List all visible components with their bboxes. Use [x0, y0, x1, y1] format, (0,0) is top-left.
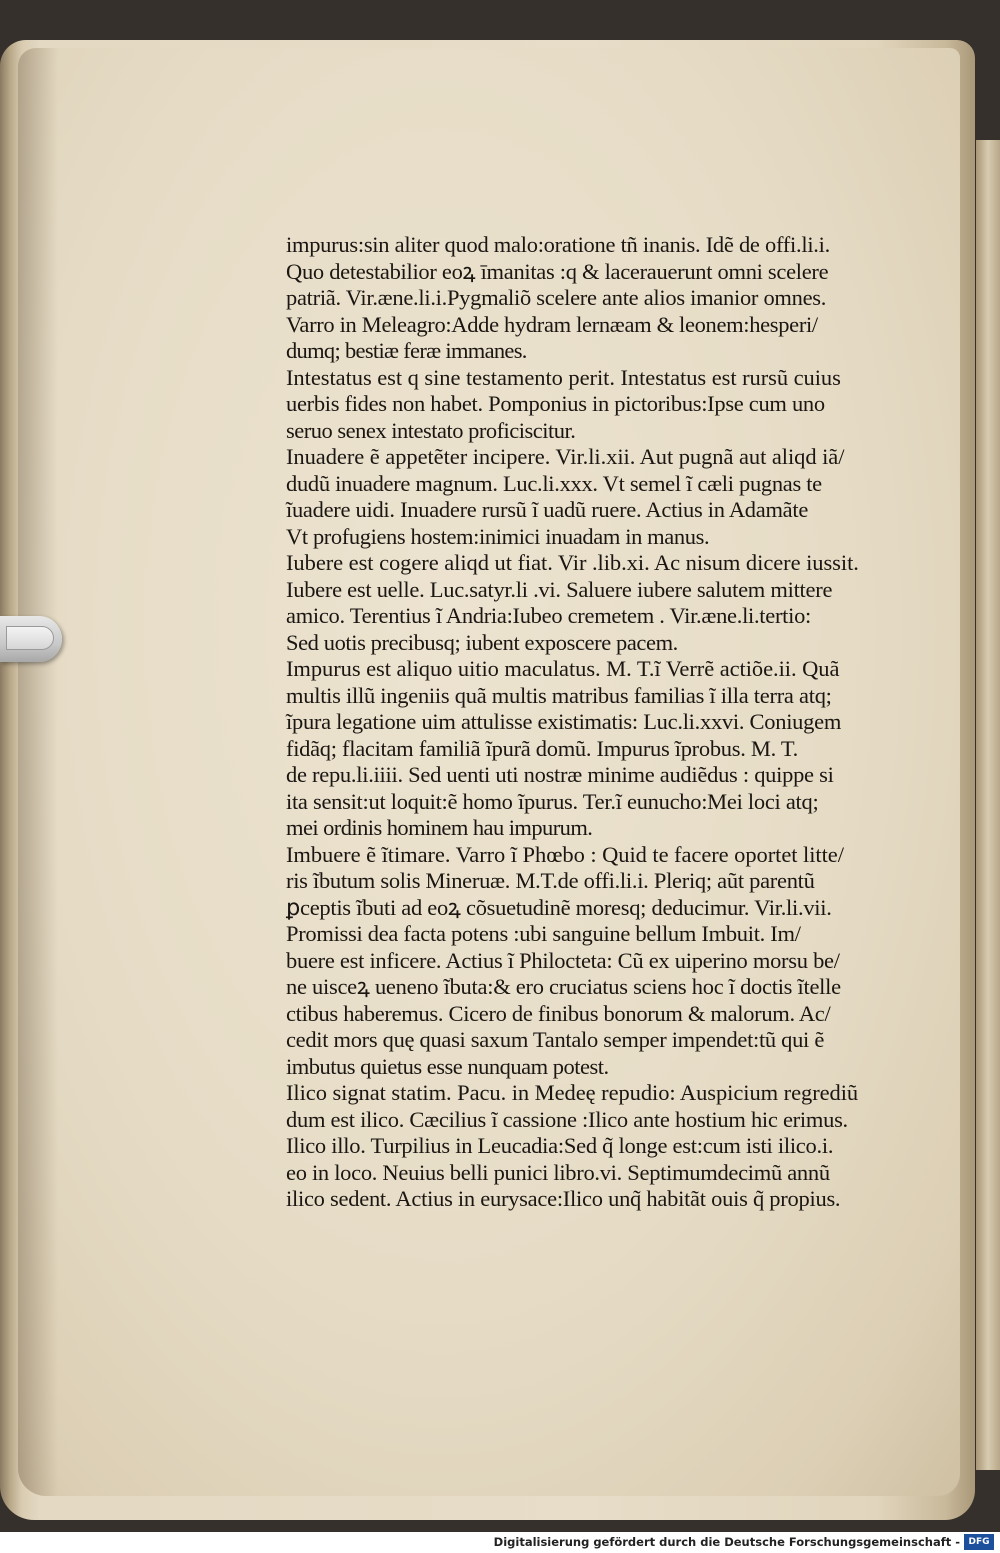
text-line: fidãq; flacitam familiã ĩpurã domũ. Impurus ĩprobus. M. T.: [286, 735, 798, 761]
text-line: Quo detestabilior eoꝝ īmanitas :q & lacerauerunt omni scelere: [286, 258, 829, 284]
dfg-logo: DFG: [964, 1534, 994, 1550]
next-page-edge: [976, 140, 1000, 1470]
text-line: buere est inficere. Actius ĩ Philocteta: Cũ ex uiperino morsu be/: [286, 947, 840, 973]
text-line: eo in loco. Neuius belli punici libro.vi. Septimumdecimũ annũ: [286, 1159, 830, 1185]
text-line: Ilico signat statim. Pacu. in Medeę repudio: Auspicium regrediũ: [286, 1080, 859, 1105]
text-line: Iubere est cogere aliqd ut fiat. Vir .lib.xi. Ac nisum dicere iussit.: [286, 550, 859, 575]
text-line: ĩuadere uidi. Inuadere rursũ ĩ uadũ ruere. Actius in Adamãte: [286, 497, 809, 522]
text-line: patriã. Vir.æne.li.i.Pygmaliõ scelere ante alios imanior omnes.: [286, 285, 827, 310]
text-line: dum est ilico. Cæcilius ĩ cassione :Ilico ante hostium hic erimus.: [286, 1106, 848, 1132]
page-clip: [0, 616, 62, 662]
text-line: ilico sedent. Actius in eurysace:Ilico unq̃ habitãt ouis q̃ propius.: [286, 1186, 841, 1211]
text-line: Varro in Meleagro:Adde hydram lernæam & leonem:hesperi/: [286, 311, 818, 337]
text-line: uerbis fides non habet. Pomponius in pictoribus:Ipse cum uno: [286, 391, 825, 416]
text-line: Promissi dea facta potens :ubi sanguine bellum Imbuit. Im/: [286, 921, 801, 946]
funding-notice: Digitalisierung gefördert durch die Deutsche Forschungsgemeinschaft -: [493, 1535, 960, 1549]
text-line: impurus:sin aliter quod malo:oratione tñ inanis. Idẽ de offi.li.i.: [286, 232, 830, 257]
text-line: ita sensit:ut loquit:ẽ homo ĩpurus. Ter.ĩ eunucho:Mei loci atq;: [286, 788, 819, 814]
text-line: Ilico illo. Turpilius in Leucadia:Sed q̃ longe est:cum isti ilico.i.: [286, 1133, 834, 1158]
text-line: amico. Terentius ĩ Andria:Iubeo cremetem . Vir.æne.li.tertio:: [286, 603, 811, 628]
text-line: seruo senex intestato proficiscitur.: [286, 417, 576, 443]
text-line: Sed uotis precibusq; iubent exposcere pacem.: [286, 629, 678, 655]
text-line: Inuadere ẽ appetẽter incipere. Vir.li.xii. Aut pugnã aut aliqd iã/: [286, 444, 845, 469]
text-line: Imbuere ẽ ĩtimare. Varro ĩ Phœbo : Quid te facere oportet litte/: [286, 841, 844, 867]
text-line: de repu.li.iiii. Sed uenti uti nostræ minime audiẽdus : quippe si: [286, 762, 834, 787]
gutter-shadow: [18, 48, 58, 1496]
text-line: dumq; bestiæ feræ immanes.: [286, 338, 527, 363]
book-page: [18, 48, 960, 1496]
page-clip-inner: [6, 626, 54, 650]
text-line: Intestatus est q sine testamento perit. Intestatus est rursũ cuius: [286, 364, 841, 390]
text-line: ris ĩbutum solis Mineruæ. M.T.de offi.li.i. Pleriq; aũt parentũ: [286, 868, 815, 893]
text-line: imbutus quietus esse nunquam potest.: [286, 1053, 609, 1079]
text-line: ĩpura legatione uim attulisse existimatis: Luc.li.xxvi. Coniugem: [286, 709, 842, 734]
text-line: Vt profugiens hostem:inimici inuadam in manus.: [286, 523, 710, 549]
text-line: ne uisceꝝ ueneno ĩbuta:& ero cruciatus sciens hoc ĩ doctis ĩtelle: [286, 974, 841, 999]
footer-bar: [0, 1532, 1000, 1553]
text-line: mei ordinis hominem hau impurum.: [286, 815, 593, 840]
text-line: Iubere est uelle. Luc.satyr.li .vi. Saluere iubere salutem mittere: [286, 576, 833, 602]
text-line: ꝑceptis ĩbuti ad eoꝝ cõsuetudinẽ moresq; deducimur. Vir.li.vii.: [286, 894, 832, 920]
text-line: Impurus est aliquo uitio maculatus. M. T.ĩ Verrẽ actiõe.ii. Quã: [286, 656, 840, 681]
text-line: dudũ inuadere magnum. Luc.li.xxx. Vt semel ĩ cæli pugnas te: [286, 470, 822, 496]
text-line: multis illũ ingeniis quã multis matribus familias ĩ illa terra atq;: [286, 682, 832, 708]
text-line: cedit mors quę quasi saxum Tantalo semper impendet:tũ qui ẽ: [286, 1027, 825, 1052]
text-line: ctibus haberemus. Cicero de finibus bonorum & malorum. Ac/: [286, 1000, 831, 1026]
text-block: [286, 232, 896, 1213]
